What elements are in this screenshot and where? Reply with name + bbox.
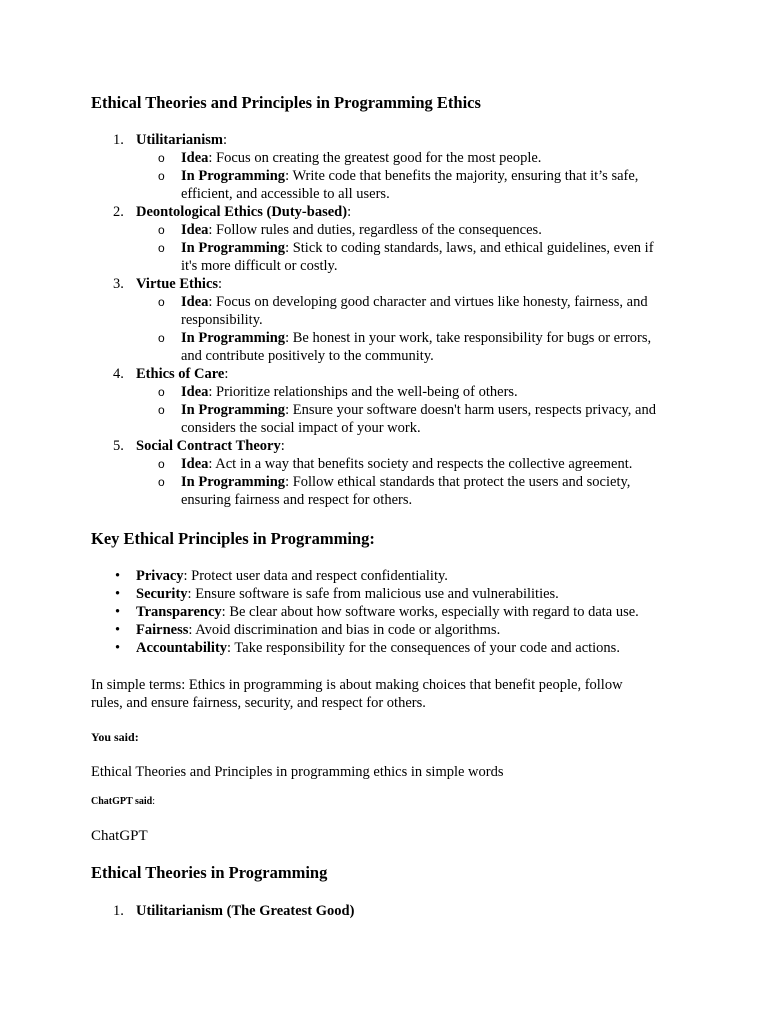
programming-label: In Programming [181,240,286,256]
programming-text-continued: considers the social impact of your work. [181,420,421,436]
theory-name: Virtue Ethics [136,276,219,292]
programming-item [181,401,656,419]
principle-label: Transparency [136,604,222,620]
programming-item [181,473,630,491]
idea-item [181,293,648,311]
principle-text: : Protect user data and respect confidentiality. [183,568,448,584]
bullet-icon: • [115,622,121,638]
theory-title [136,437,285,455]
idea-label: Idea [181,384,209,400]
sub-bullet-icon: o [158,151,165,165]
list-number: 5. [113,438,124,454]
programming-text: : Follow ethical standards that protect the users and society, [285,474,631,490]
bullet-icon: • [115,568,121,584]
user-message: Ethical Theories and Principles in programming ethics in simple words [91,764,504,780]
theory-title [136,365,228,383]
list-number: 3. [113,276,124,292]
programming-text: : Stick to coding standards, laws, and ethical guidelines, even if [285,240,654,256]
sub-bullet-icon: o [158,475,165,489]
theory-name: Utilitarianism (The Greatest Good) [136,903,355,919]
chatgpt-said-colon: : [152,796,156,807]
programming-text-continued: efficient, and accessible to all users. [181,186,390,202]
sub-bullet-icon: o [158,223,165,237]
theory-title [136,203,351,221]
list-number: 1. [113,132,124,148]
idea-item [181,149,541,167]
sub-bullet-icon: o [158,331,165,345]
list-number: 2. [113,204,124,220]
principle-text: : Be clear about how software works, especially with regard to data use. [221,604,639,620]
chatgpt-said-text: ChatGPT said [91,796,153,807]
principle-text: : Take responsibility for the consequences of your code and actions. [227,640,620,656]
principle-item [136,585,559,603]
idea-label: Idea [181,456,209,472]
idea-item [181,221,542,239]
list-number: 4. [113,366,124,382]
section-heading: Ethical Theories in Programming [91,863,328,882]
theory-name: Ethics of Care [136,366,225,382]
sub-bullet-icon: o [158,169,165,183]
programming-label: In Programming [181,330,286,346]
programming-text: : Ensure your software doesn't harm users, respects privacy, and [285,402,656,418]
programming-text-continued: and contribute positively to the community. [181,348,434,364]
chatgpt-said-label [91,795,155,809]
theory-colon: : [280,438,285,454]
sub-bullet-icon: o [158,241,165,255]
bullet-icon: • [115,640,121,656]
theory-colon: : [347,204,352,220]
section-heading: Key Ethical Principles in Programming: [91,529,375,548]
principle-item [136,621,500,639]
theory-title [136,275,222,293]
theory-title [136,131,227,149]
summary-paragraph: In simple terms: Ethics in programming is about making choices that benefit people, follow [91,677,623,693]
idea-label: Idea [181,222,209,238]
programming-label: In Programming [181,402,286,418]
principle-label: Fairness [136,622,189,638]
principle-text: : Avoid discrimination and bias in code or algorithms. [188,622,501,638]
principle-label: Security [136,586,188,602]
sub-bullet-icon: o [158,295,165,309]
principle-label: Privacy [136,568,184,584]
programming-item [181,329,651,347]
idea-item [181,383,518,401]
theory-title [136,902,354,920]
theory-name: Deontological Ethics (Duty-based) [136,204,348,220]
theory-colon: : [224,366,229,382]
programming-label: In Programming [181,474,286,490]
theory-name: Utilitarianism [136,132,223,148]
programming-item [181,167,638,185]
idea-text: : Follow rules and duties, regardless of the consequences. [208,222,542,238]
idea-label: Idea [181,150,209,166]
programming-item [181,239,654,257]
principle-label: Accountability [136,640,228,656]
bullet-icon: • [115,586,121,602]
sub-bullet-icon: o [158,457,165,471]
you-said-label: You said: [91,730,139,744]
idea-text: : Prioritize relationships and the well-being of others. [208,384,518,400]
programming-text: : Be honest in your work, take responsibility for bugs or errors, [285,330,652,346]
list-number: 1. [113,903,124,919]
principle-text: : Ensure software is safe from malicious use and vulnerabilities. [187,586,559,602]
programming-text: : Write code that benefits the majority, ensuring that it’s safe, [285,168,639,184]
sub-bullet-icon: o [158,403,165,417]
assistant-name: ChatGPT [91,828,148,844]
theory-colon: : [218,276,223,292]
principle-item [136,567,448,585]
principle-item [136,639,620,657]
page-title: Ethical Theories and Principles in Programming Ethics [91,93,481,112]
bullet-icon: • [115,604,121,620]
idea-text-continued: responsibility. [181,312,263,328]
programming-text-continued: ensuring fairness and respect for others. [181,492,413,508]
theory-colon: : [223,132,228,148]
theory-name: Social Contract Theory [136,438,281,454]
principle-item [136,603,639,621]
idea-text: : Act in a way that benefits society and respects the collective agreement. [208,456,633,472]
idea-label: Idea [181,294,209,310]
programming-label: In Programming [181,168,286,184]
programming-text-continued: it's more difficult or costly. [181,258,338,274]
idea-item [181,455,632,473]
sub-bullet-icon: o [158,385,165,399]
idea-text: : Focus on developing good character and virtues like honesty, fairness, and [208,294,648,310]
summary-paragraph-continued: rules, and ensure fairness, security, and respect for others. [91,695,426,711]
idea-text: : Focus on creating the greatest good for the most people. [208,150,542,166]
